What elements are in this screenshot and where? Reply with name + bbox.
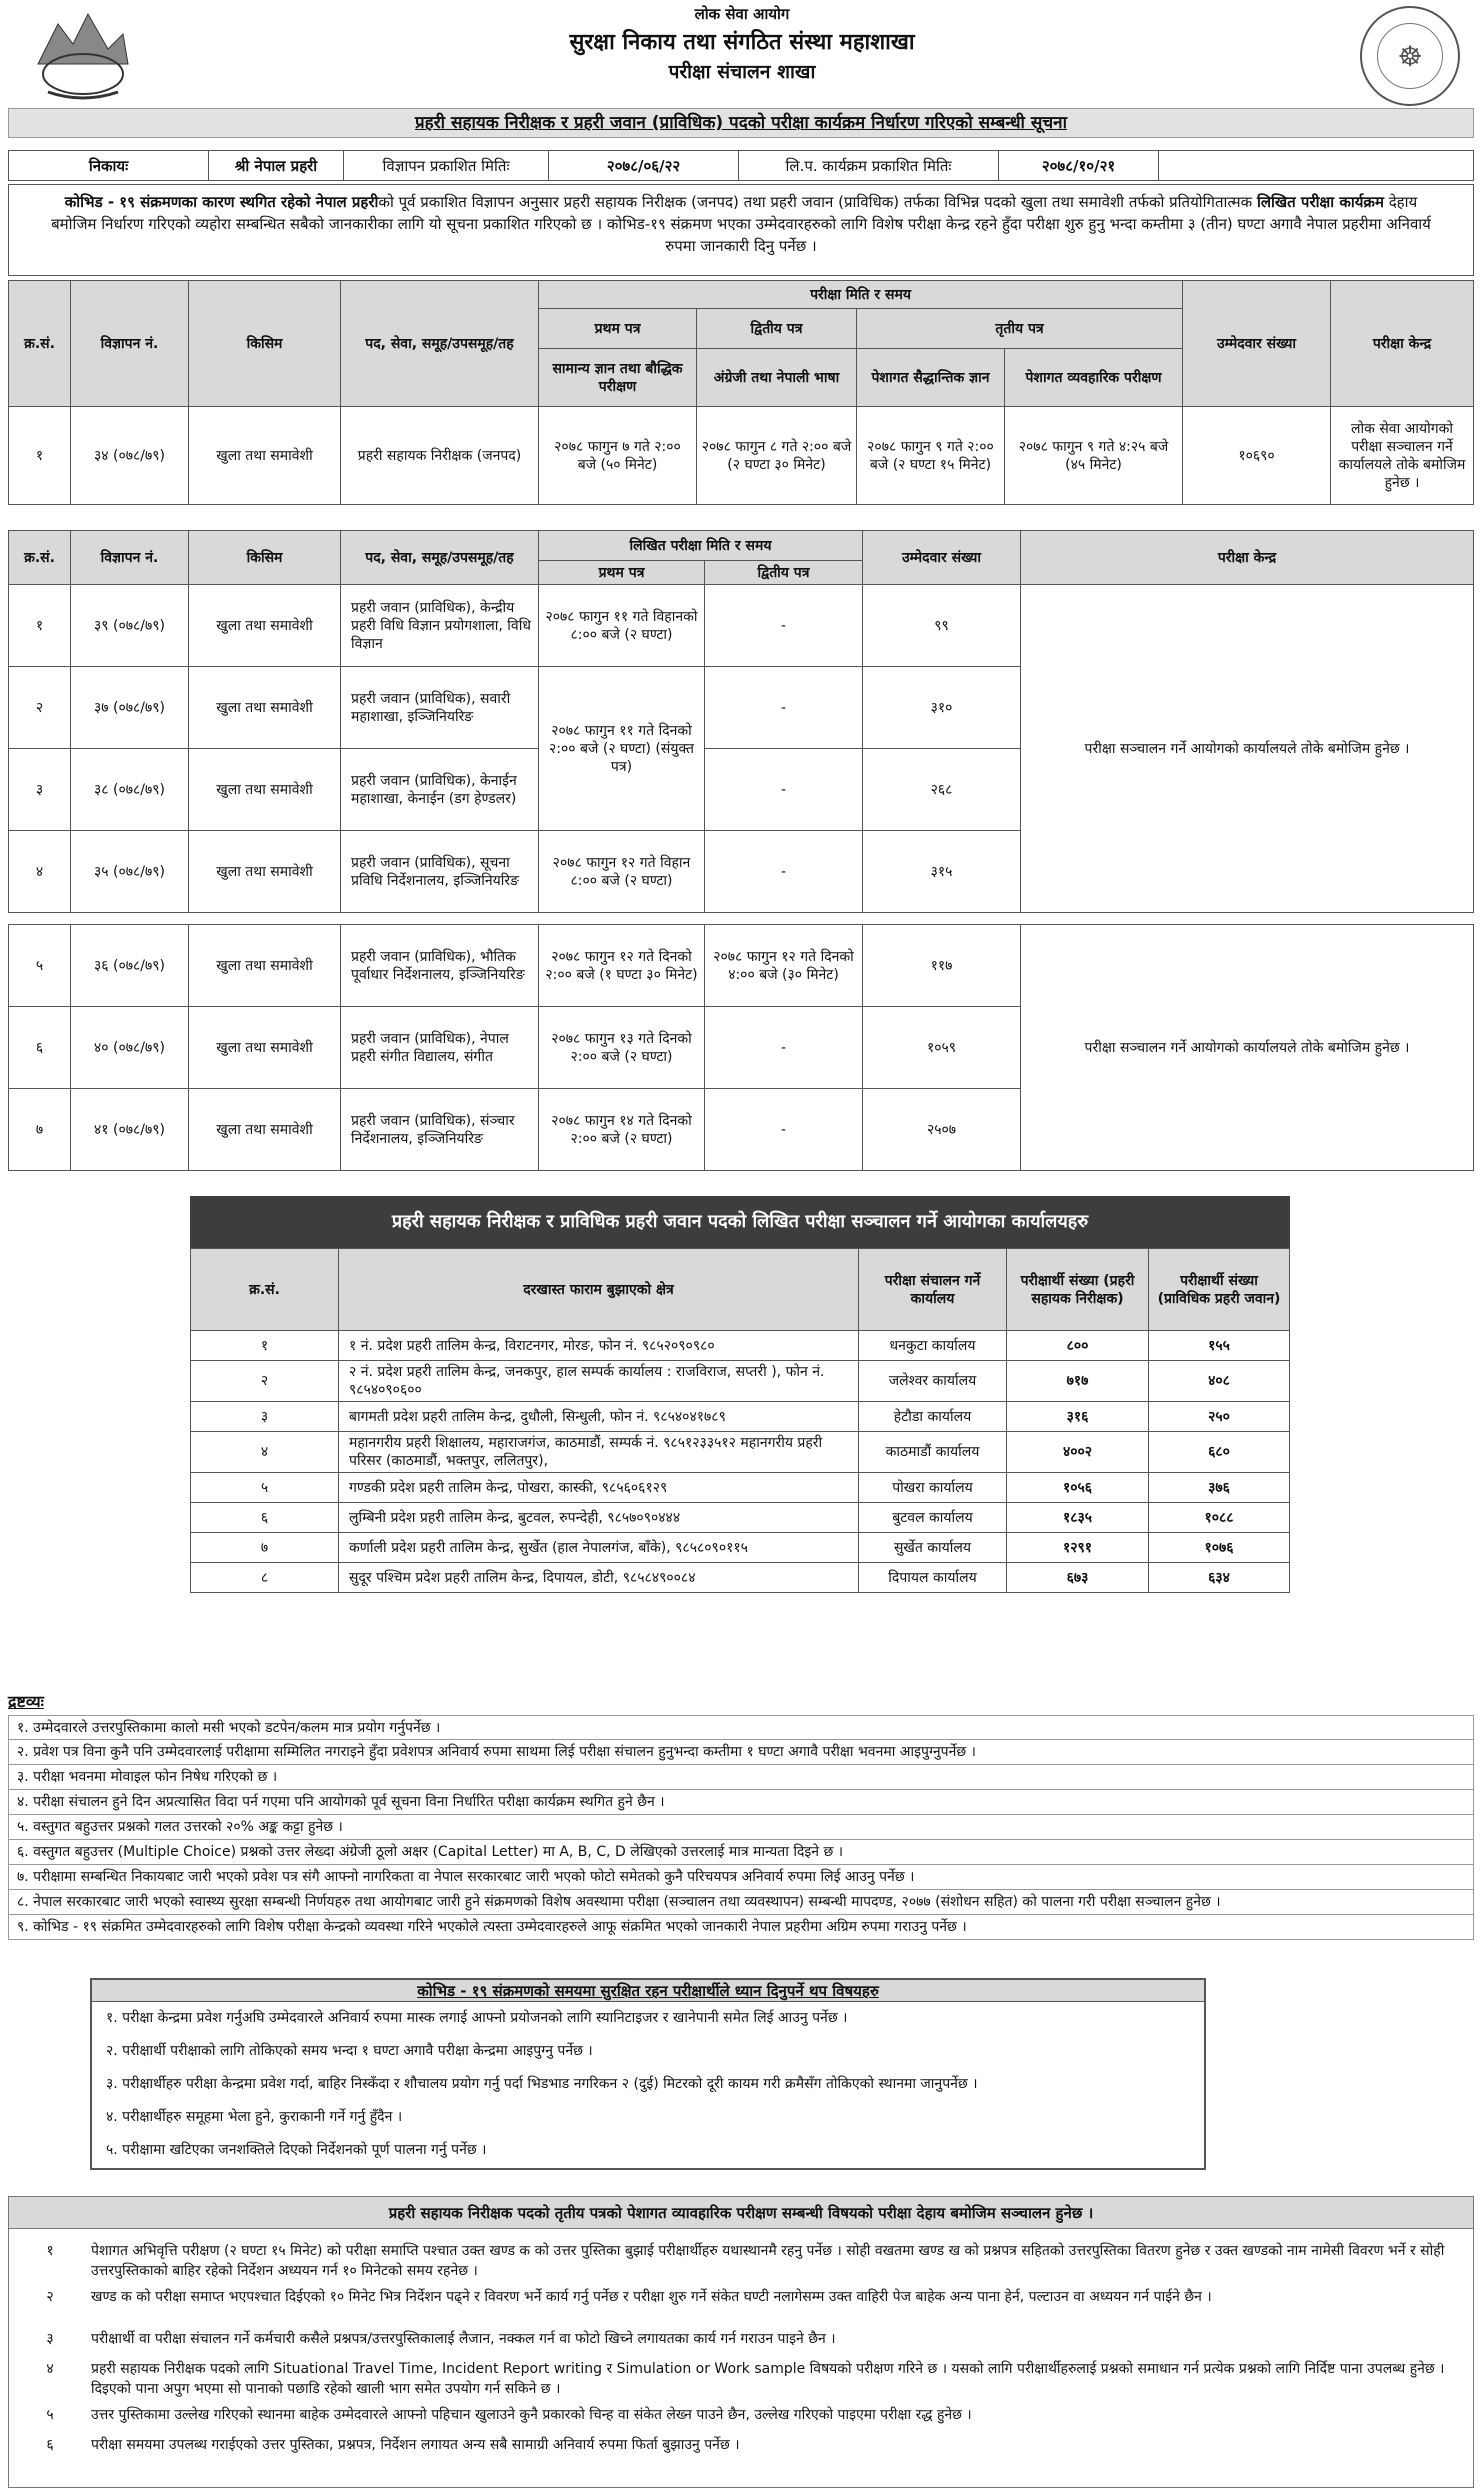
org-label: निकायः [9, 151, 209, 181]
col-tech-count: परीक्षार्थी संख्या (प्राविधिक प्रहरी जवान) [1149, 1249, 1290, 1331]
cell-paper-2: २०७८ फागुन १२ गते दिनको ४:०० बजे (३० मिनेट) [705, 925, 863, 1007]
cell-office: हेटौडा कार्यालय [859, 1402, 1007, 1432]
cell-asi-count: ६७३ [1007, 1563, 1149, 1593]
cell-sn: १ [9, 585, 71, 667]
cell-area: सुदूर पश्चिम प्रदेश प्रहरी तालिम केन्द्र, दिपायल, डोटी, ९८५८४९००८४ [339, 1563, 859, 1593]
note-item: ७. परीक्षामा सम्बन्धित निकायबाट जारी भएको प्रवेश पत्र संगै आफ्नो नागरिकता वा नेपाल सरकारबाट जारी भएको फोटो समेतको कुनै परिचयपत्र अनिवार्य रुपमा लिई आउनु पर्नेछ । [8, 1865, 1474, 1890]
cell-type: खुला तथा समावेशी [189, 407, 341, 505]
table-row [9, 925, 1474, 1007]
cell-tech-count: ४०८ [1149, 1361, 1290, 1402]
tech-exam-table-1 [8, 530, 1474, 913]
cell-area: २ नं. प्रदेश प्रहरी तालिम केन्द्र, जनकपुर, हाल सम्पर्क कार्यालय : राजविराज, सप्तरी ), फोन नं. ९८५४०९०६०० [339, 1361, 859, 1402]
adv-date-value: २०७८/०६/२२ [549, 151, 739, 181]
cell-sn: ८ [191, 1563, 339, 1593]
cell-sn: ४ [191, 1432, 339, 1473]
cell-sn: २ [9, 667, 71, 749]
intro-text-1: को पूर्व प्रकाशित विज्ञापन अनुसार प्रहरी सहायक निरीक्षक (जनपद) तथा प्रहरी जवान (प्राविधिक) तर्फका विभिन्न पदको खुला तथा समावेशी तर्फको प्रतियोगितात्मक [378, 193, 1253, 211]
dash-mark: - [780, 863, 787, 880]
cell-type: खुला तथा समावेशी [189, 1089, 341, 1171]
col-paper-2: द्वितीय पत्र [697, 309, 857, 349]
dash-mark: - [780, 617, 787, 634]
practical-item [9, 2431, 1473, 2461]
intro-bold-mid: लिखित परीक्षा कार्यक्रम [1256, 193, 1384, 211]
cell-adv: ३६ (०७८/७९) [71, 925, 189, 1007]
cell-type: खुला तथा समावेशी [189, 749, 341, 831]
practical-item [9, 2281, 1473, 2325]
cell-tech-count: १०७६ [1149, 1533, 1290, 1563]
adv-date-label: विज्ञापन प्रकाशित मितिः [344, 151, 549, 181]
dash-mark: - [780, 1121, 787, 1138]
cell-sn: २ [191, 1361, 339, 1402]
covid-item: १. परीक्षा केन्द्रमा प्रवेश गर्नुअघि उम्मेदवारले अनिवार्य रुपमा मास्क लगाई आफ्नो प्रयोजनको लागि स्यानिटाइजर र खानेपानी समेत लिई आउनु पर्नेछ । [106, 2010, 848, 2026]
col-asi-count: परीक्षार्थी संख्या (प्रहरी सहायक निरीक्षक) [1007, 1249, 1149, 1331]
cell-count: ३१५ [863, 831, 1021, 913]
table-row [191, 1473, 1290, 1503]
cell-type: खुला तथा समावेशी [189, 667, 341, 749]
col-paper-3: तृतीय पत्र [857, 309, 1183, 349]
cell-sn: ६ [191, 1503, 339, 1533]
cell-post: प्रहरी जवान (प्राविधिक), सवारी महाशाखा, इञ्जिनियरिङ [341, 667, 539, 749]
col-center: परीक्षा केन्द्र [1021, 531, 1474, 585]
practical-item-number: ३ [46, 2331, 54, 2347]
cell-adv: ४० (०७८/७९) [71, 1007, 189, 1089]
cell-tech-count: २५० [1149, 1402, 1290, 1432]
practical-item-number: २ [46, 2289, 54, 2305]
cell-area: १ नं. प्रदेश प्रहरी तालिम केन्द्र, विराटनगर, मोरङ, फोन नं. ९८५२०९०९८० [339, 1331, 859, 1361]
col-paper-3-practical: पेशागत व्यवहारिक परीक्षण [1005, 349, 1183, 407]
col-office: परीक्षा संचालन गर्ने कार्यालय [859, 1249, 1007, 1331]
col-post: पद, सेवा, समूह/उपसमूह/तह [341, 531, 539, 585]
info-blank [1159, 151, 1474, 181]
cell-sn: ७ [191, 1533, 339, 1563]
col-paper-2-sub: अंग्रेजी तथा नेपाली भाषा [697, 349, 857, 407]
cell-type: खुला तथा समावेशी [189, 585, 341, 667]
practical-item-number: ६ [46, 2437, 54, 2453]
cell-sn: ६ [9, 1007, 71, 1089]
cell-paper-2 [705, 749, 863, 831]
cell-sn: १ [191, 1331, 339, 1361]
cell-asi-count: ७१७ [1007, 1361, 1149, 1402]
cell-post: प्रहरी सहायक निरीक्षक (जनपद) [341, 407, 539, 505]
cell-tech-count: ६३४ [1149, 1563, 1290, 1593]
offices-table [190, 1248, 1290, 1593]
cell-center: लोक सेवा आयोगको परीक्षा सञ्चालन गर्ने कार्यालयले तोके बमोजिम हुनेछ । [1331, 407, 1474, 505]
cell-sn: ५ [191, 1473, 339, 1503]
cell-asi-count: १२९१ [1007, 1533, 1149, 1563]
cell-type: खुला तथा समावेशी [189, 925, 341, 1007]
cell-area: लुम्बिनी प्रदेश प्रहरी तालिम केन्द्र, बुटवल, रुपन्देही, ९८५७०९०४४४ [339, 1503, 859, 1533]
col-center: परीक्षा केन्द्र [1331, 281, 1474, 407]
cell-asi-count: १८३५ [1007, 1503, 1149, 1533]
cell-count: ११७ [863, 925, 1021, 1007]
cell-count: १०६९० [1183, 407, 1331, 505]
col-exam-date: परीक्षा मिति र समय [539, 281, 1183, 309]
cell-area: गण्डकी प्रदेश प्रहरी तालिम केन्द्र, पोखरा, कास्की, ९८५६०६१२९ [339, 1473, 859, 1503]
table-row [191, 1331, 1290, 1361]
col-sn: क्र.सं. [191, 1249, 339, 1331]
prog-date-label: लि.प. कार्यक्रम प्रकाशित मितिः [739, 151, 999, 181]
cell-count: २६८ [863, 749, 1021, 831]
cell-sn: ५ [9, 925, 71, 1007]
note-item: ३. परीक्षा भवनमा मोवाइल फोन निषेध गरिएको छ । [8, 1765, 1474, 1790]
covid-item: ३. परीक्षार्थीहरु परीक्षा केन्द्रमा प्रवेश गर्दा, बाहिर निस्कँदा र शौचालय प्रयोग गर्नु पर्दा भिडभाड नगरिकन २ (दुई) मिटरको दूरी कायम गरी क्रमैसँग तोकिएको स्थानमा जानुपर्नेछ । [106, 2076, 978, 2092]
notice-title: प्रहरी सहायक निरीक्षक र प्रहरी जवान (प्राविधिक) पदको परीक्षा कार्यक्रम निर्धारण गरिएको सम्बन्धी सूचना [8, 108, 1474, 138]
cell-center: परीक्षा सञ्चालन गर्ने आयोगको कार्यालयले तोके बमोजिम हुनेछ । [1021, 585, 1474, 913]
cell-paper-1-shared: २०७८ फागुन ११ गते दिनको २:०० बजे (२ घण्टा) (संयुक्त पत्र) [539, 667, 705, 831]
section-name: परीक्षा संचालन शाखा [668, 61, 816, 83]
cell-adv: ३४ (०७८/७९) [71, 407, 189, 505]
cell-post: प्रहरी जवान (प्राविधिक), भौतिक पूर्वाधार निर्देशनालय, इञ्जिनियरिङ [341, 925, 539, 1007]
notes-section [8, 1690, 1474, 1940]
cell-paper-1: २०७८ फागुन १२ गते विहान ८:०० बजे (२ घण्टा) [539, 831, 705, 913]
covid-heading: कोभिड - १९ संक्रमणको समयमा सुरक्षित रहन परीक्षार्थीले ध्यान दिनुपर्ने थप विषयहरु [92, 1980, 1204, 2002]
col-paper-1-sub: सामान्य ज्ञान तथा बौद्धिक परीक्षण [539, 349, 697, 407]
cell-paper-1: २०७८ फागुन ११ गते विहानको ८:०० बजे (२ घण्टा) [539, 585, 705, 667]
cell-type: खुला तथा समावेशी [189, 1007, 341, 1089]
cell-office: बुटवल कार्यालय [859, 1503, 1007, 1533]
cell-office: दिपायल कार्यालय [859, 1563, 1007, 1593]
cell-paper-2: २०७८ फागुन ८ गते २:०० बजे (२ घण्टा ३० मिनेट) [697, 407, 857, 505]
practical-item-text: खण्ड क को परीक्षा समाप्त भएपश्चात दिईएको १० मिनेट भित्र निर्देशन पढ्ने र विवरण भर्ने कार्य गर्नु पर्नेछ र परीक्षा शुरु गर्ने संकेत घण्टी नलागेसम्म उक्त वाहिरी पेज बाहेक अन्य पाना हेर्न, पल्टाउन वा अध्ययन गर्न पाईने छैन । [91, 2289, 1212, 2305]
dash-mark: - [780, 781, 787, 798]
cell-office: पोखरा कार्यालय [859, 1473, 1007, 1503]
covid-guidelines-box [90, 1978, 1206, 2170]
cell-sn: ३ [191, 1402, 339, 1432]
notes-heading: द्रष्टव्यः [8, 1692, 44, 1711]
table-row [191, 1503, 1290, 1533]
practical-item-number: १ [46, 2243, 54, 2259]
col-paper-3-theory: पेशागत सैद्धान्तिक ज्ञान [857, 349, 1005, 407]
note-item: ६. वस्तुगत बहुउत्तर (Multiple Choice) प्रश्नको उत्तर लेख्दा अंग्रेजी ठूलो अक्षर (Capital Letter) मा A, B, C, D लेखिएको उत्तरलाई मात्र मान्यता दिइने छ । [8, 1840, 1474, 1865]
practical-item-number: ५ [46, 2407, 54, 2423]
cell-office: काठमाडौं कार्यालय [859, 1432, 1007, 1473]
offices-title: प्रहरी सहायक निरीक्षक र प्राविधिक प्रहरी जवान पदको लिखित परीक्षा सञ्चालन गर्ने आयोगका कार्यालयहरु [190, 1196, 1290, 1248]
cell-tech-count: १५५ [1149, 1331, 1290, 1361]
col-count: उम्मेदवार संख्या [863, 531, 1021, 585]
practical-item-text: पेशागत अभिवृत्ति परीक्षण (२ घण्टा १५ मिनेट) को परीक्षा समाप्ति पश्चात उक्त खण्ड क को उत्तर पुस्तिका बुझाई परीक्षार्थीहरु यथास्थानमै रहनु पर्नेछ । सोही वखतमा खण्ड ख को प्रश्नपत्र सहितको उत्तरपुस्तिका वितरण हुनेछ र उक्त खण्डको नाम नामेसी विवरण भर्ने र सोही उत्तरपुस्तिकाको बाहिर रहेको निर्देशन अध्ययन गर्न १० मिनेटको समय रहनेछ । [91, 2243, 1445, 2279]
col-post: पद, सेवा, समूह/उपसमूह/तह [341, 281, 539, 407]
cell-adv: ३८ (०७८/७९) [71, 749, 189, 831]
cell-adv: ३७ (०७८/७९) [71, 667, 189, 749]
cell-tech-count: ६८० [1149, 1432, 1290, 1473]
cell-sn: १ [9, 407, 71, 505]
practical-item [9, 2355, 1473, 2401]
practical-item-text: परीक्षा समयमा उपलब्ध गराईएको उत्तर पुस्तिका, प्रश्नपत्र, निर्देशन लगायत अन्य सबै सामाग्री अनिवार्य रुपमा फिर्ता बुझाउनु पर्नेछ । [91, 2437, 740, 2453]
cell-asi-count: ३१६ [1007, 1402, 1149, 1432]
note-item: २. प्रवेश पत्र विना कुनै पनि उम्मेदवारलाई परीक्षामा सम्मिलित नगराइने हुँदा प्रवेशपत्र अनिवार्य रुपमा साथमा लिई परीक्षा संचालन हुनुभन्दा कम्तीमा १ घण्टा अगावै परीक्षा भवनमा आइपुग्नुपर्नेछ । [8, 1740, 1474, 1765]
dash-mark: - [780, 699, 787, 716]
col-adv: विज्ञापन नं. [71, 531, 189, 585]
table-row [9, 585, 1474, 667]
cell-paper-2 [705, 667, 863, 749]
prog-date-value: २०७८/१०/२१ [999, 151, 1159, 181]
col-adv: विज्ञापन नं. [71, 281, 189, 407]
cell-paper-2 [705, 1089, 863, 1171]
note-item: १. उम्मेदवारले उत्तरपुस्तिकामा कालो मसी भएको डटपेन/कलम मात्र प्रयोग गर्नुपर्नेछ । [8, 1715, 1474, 1740]
cell-center: परीक्षा सञ्चालन गर्ने आयोगको कार्यालयले तोके बमोजिम हुनेछ । [1021, 925, 1474, 1171]
cell-asi-count: १०५६ [1007, 1473, 1149, 1503]
cell-sn: ३ [9, 749, 71, 831]
division-name: सुरक्षा निकाय तथा संगठित संस्था महाशाखा [569, 30, 915, 55]
table-row [191, 1361, 1290, 1402]
cell-type: खुला तथा समावेशी [189, 831, 341, 913]
practical-item-number: ४ [46, 2361, 54, 2377]
cell-area: कर्णाली प्रदेश प्रहरी तालिम केन्द्र, सुर्खेत (हाल नेपालगंज, बाँके), ९८५८०९०११५ [339, 1533, 859, 1563]
practical-item-text: उत्तर पुस्तिकामा उल्लेख गरिएको स्थानमा बाहेक उम्मेदवारले आफ्नो पहिचान खुलाउने कुनै प्रकारको चिन्ह वा संकेत लेख्न पाउने छैन, उल्लेख गरिएको पाइएमा परीक्षा रद्ध हुनेछ । [91, 2407, 972, 2423]
cell-adv: ३५ (०७८/७९) [71, 831, 189, 913]
col-sn: क्र.सं. [9, 531, 71, 585]
cell-count: ९९ [863, 585, 1021, 667]
covid-item: ४. परीक्षार्थीहरु समूहमा भेला हुने, कुराकानी गर्ने गर्नु हुँदैन । [106, 2109, 403, 2125]
commission-seal-icon: ☸ [1360, 6, 1460, 106]
asi-exam-table [8, 280, 1474, 505]
cell-office: जलेश्वर कार्यालय [859, 1361, 1007, 1402]
table-row [191, 1432, 1290, 1473]
col-count: उम्मेदवार संख्या [1183, 281, 1331, 407]
cell-paper-1: २०७८ फागुन ७ गते २:०० बजे (५० मिनेट) [539, 407, 697, 505]
intro-paragraph [8, 184, 1474, 276]
cell-paper-1: २०७८ फागुन १३ गते दिनको २:०० बजे (२ घण्टा) [539, 1007, 705, 1089]
col-paper-1: प्रथम पत्र [539, 561, 705, 585]
page-header [0, 0, 1484, 110]
cell-asi-count: ८०० [1007, 1331, 1149, 1361]
cell-asi-count: ४००२ [1007, 1432, 1149, 1473]
cell-paper-2 [705, 585, 863, 667]
table-row [9, 407, 1474, 505]
cell-paper-1: २०७८ फागुन १४ गते दिनको २:०० बजे (२ घण्टा) [539, 1089, 705, 1171]
col-paper-2: द्वितीय पत्र [705, 561, 863, 585]
cell-tech-count: ३७६ [1149, 1473, 1290, 1503]
cell-post: प्रहरी जवान (प्राविधिक), नेपाल प्रहरी संगीत विद्यालय, संगीत [341, 1007, 539, 1089]
note-item: ५. वस्तुगत बहुउत्तर प्रश्नको गलत उत्तरको २०% अङ्क कट्टा हुनेछ । [8, 1815, 1474, 1840]
cell-sn: ४ [9, 831, 71, 913]
covid-item: ५. परीक्षामा खटिएका जनशक्तिले दिएको निर्देशनको पूर्ण पालना गर्नु पर्नेछ । [106, 2142, 487, 2158]
cell-post: प्रहरी जवान (प्राविधिक), केनाईन महाशाखा, केनाईन (डग हेण्डलर) [341, 749, 539, 831]
tech-exam-table-2 [8, 924, 1474, 1171]
col-type: किसिम [189, 531, 341, 585]
col-type: किसिम [189, 281, 341, 407]
practical-item-text: परीक्षार्थी वा परीक्षा संचालन गर्ने कर्मचारी कसैले प्रश्नपत्र/उत्तरपुस्तिकालाई लैजान, नक्कल गर्न वा फोटो खिच्ने लगायतका कार्य गर्न गराउन पाइने छैन । [91, 2331, 836, 2347]
col-written-date: लिखित परीक्षा मिति र समय [539, 531, 863, 561]
cell-post: प्रहरी जवान (प्राविधिक), सूचना प्रविधि निर्देशनालय, इञ्जिनियरिङ [341, 831, 539, 913]
col-area: दरखास्त फाराम बुझाएको क्षेत्र [339, 1249, 859, 1331]
note-item: ४. परीक्षा संचालन हुने दिन अप्रत्यासित विदा पर्न गएमा पनि आयोगको पूर्व सूचना विना निर्धारित परीक्षा कार्यक्रम स्थगित हुने छैन । [8, 1790, 1474, 1815]
cell-sn: ७ [9, 1089, 71, 1171]
commission-name: लोक सेवा आयोग [694, 5, 790, 23]
table-row [191, 1402, 1290, 1432]
cell-office: धनकुटा कार्यालय [859, 1331, 1007, 1361]
cell-paper-1: २०७८ फागुन १२ गते दिनको २:०० बजे (१ घण्टा ३० मिनेट) [539, 925, 705, 1007]
covid-item: २. परीक्षार्थी परीक्षाको लागि तोकिएको समय भन्दा १ घण्टा अगावै परीक्षा केन्द्रमा आइपुग्नु पर्नेछ । [106, 2043, 593, 2059]
table-row [191, 1533, 1290, 1563]
cell-area: महानगरीय प्रहरी शिक्षालय, महाराजगंज, काठमाडौं, सम्पर्क नं. ९८५१२३३५१२ महानगरीय प्रहरी परिसर (काठमाडौं, भक्तपुर, ललितपुर), [339, 1432, 859, 1473]
practical-item [9, 2229, 1473, 2281]
practical-item [9, 2401, 1473, 2431]
cell-post: प्रहरी जवान (प्राविधिक), संञ्चार निर्देशनालय, इञ्जिनियरिङ [341, 1089, 539, 1171]
cell-count: ३१० [863, 667, 1021, 749]
intro-bold-lead: कोभिड - १९ संक्रमणका कारण स्थगित रहेको नेपाल प्रहरी [64, 193, 379, 211]
cell-paper-3-practical: २०७८ फागुन ९ गते ४:२५ बजे (४५ मिनेट) [1005, 407, 1183, 505]
cell-adv: ३९ (०७८/७९) [71, 585, 189, 667]
col-paper-1: प्रथम पत्र [539, 309, 697, 349]
dash-mark: - [780, 1039, 787, 1056]
cell-count: १०५९ [863, 1007, 1021, 1089]
cell-tech-count: १०८८ [1149, 1503, 1290, 1533]
practical-item [9, 2325, 1473, 2355]
practical-exam-box [8, 2196, 1474, 2488]
cell-adv: ४१ (०७८/७९) [71, 1089, 189, 1171]
cell-post: प्रहरी जवान (प्राविधिक), केन्द्रीय प्रहरी विधि विज्ञान प्रयोगशाला, विधि विज्ञान [341, 585, 539, 667]
note-item: ९. कोभिड - १९ संक्रमित उम्मेदवारहरुको लागि विशेष परीक्षा केन्द्रको व्यवस्था गरिने भएकोले त्यस्ता उम्मेदवारहरुले आफू संक्रमित भएको जानकारी नेपाल प्रहरीमा अग्रिम रुपमा गराउनु पर्नेछ । [8, 1915, 1474, 1940]
practical-item-text: प्रहरी सहायक निरीक्षक पदको लागि Situational Travel Time, Incident Report writing र Simulation or Work sample विषयको परीक्षण गरिने छ । यसको लागि परीक्षार्थीहरुलाई प्रश्नको समाधान गर्न प्रत्येक प्रश्नको लागि निर्दिष्ट पाना उपलब्ध हुनेछ । दिइएको पाना अपुग भएमा सो पानाको पछाडि रहेको खाली भाग समेत उपयोग गर्न सकिने छ । [91, 2361, 1445, 2397]
practical-heading: प्रहरी सहायक निरीक्षक पदको तृतीय पत्रको पेशागत व्यावहारिक परीक्षण सम्बन्धी विषयको परीक्षा देहाय बमोजिम सञ्चालन हुनेछ । [9, 2197, 1473, 2229]
col-sn: क्र.सं. [9, 281, 71, 407]
cell-paper-3-theory: २०७८ फागुन ९ गते २:०० बजे (२ घण्टा १५ मिनेट) [857, 407, 1005, 505]
cell-paper-2 [705, 1007, 863, 1089]
intro-text-2: देहाय बमोजिम निर्धारण गरिएको व्यहोरा सम्बन्धित सबैको जानकारीका लागि यो सूचना प्रकाशित गरिएको छ । कोभिड-१९ संक्रमण भएका उम्मेदवारहरुको लागि विशेष परीक्षा केन्द्र रहने हुँदा परीक्षा शुरु हुनु भन्दा कम्तीमा ३ (तीन) घण्टा अगावै नेपाल प्रहरीमा अनिवार्य रुपमा जानकारी दिनु पर्नेछ । [51, 193, 1431, 255]
org-value: श्री नेपाल प्रहरी [209, 151, 344, 181]
cell-count: २५०७ [863, 1089, 1021, 1171]
cell-paper-2 [705, 831, 863, 913]
notice-info-table [8, 150, 1474, 181]
cell-office: सुर्खेत कार्यालय [859, 1533, 1007, 1563]
table-row [191, 1563, 1290, 1593]
cell-area: बागमती प्रदेश प्रहरी तालिम केन्द्र, दुधौली, सिन्धुली, फोन नं. ९८५४०४१७८९ [339, 1402, 859, 1432]
note-item: ८. नेपाल सरकारबाट जारी भएको स्वास्थ्य सुरक्षा सम्बन्धी निर्णयहरु तथा आयोगबाट जारी हुने संक्रमणको विशेष अवस्थामा परीक्षा (सञ्चालन तथा व्यवस्थापन) सम्बन्धी मापदण्ड, २०७७ (संशोधन सहित) को पालना गरी परीक्षा सञ्चालन हुनेछ । [8, 1890, 1474, 1915]
